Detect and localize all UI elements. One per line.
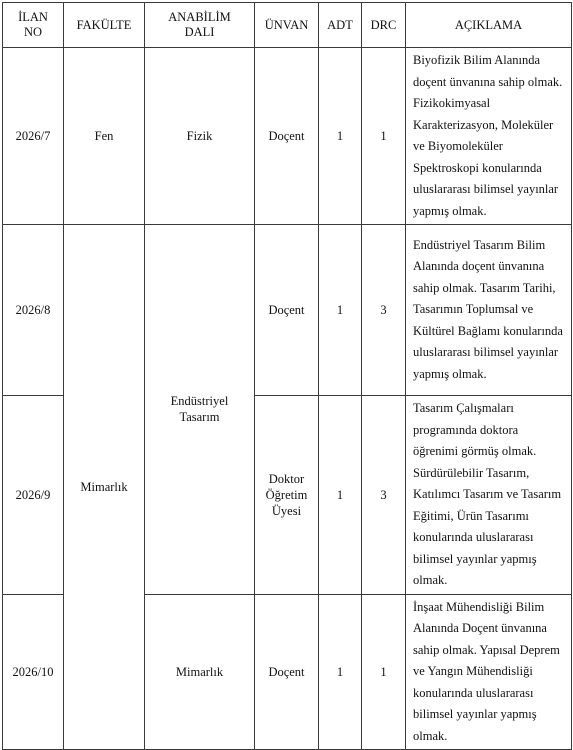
header-aciklama: AÇIKLAMA <box>406 3 572 48</box>
table-row <box>3 225 572 396</box>
ilan-no-cell: 2026/7 <box>3 48 64 225</box>
aciklama-cell: İnşaat Mühendisliği Bilim Alanında Doçent ünvanına sahip olmak. Yapısal Deprem ve Yangın Mühendisliği konularında uluslararası bilimsel yayınlar yapmış olmak. <box>406 594 572 750</box>
adt-cell: 1 <box>319 225 362 396</box>
adt-cell: 1 <box>319 396 362 595</box>
ilan-no-cell: 2026/9 <box>3 396 64 595</box>
aciklama-cell: Tasarım Çalışmaları programında doktora öğrenimi görmüş olmak. Sürdürülebilir Tasarım, Katılımcı Tasarım ve Tasarım Eğitimi, Ürün Tasarımı konularında uluslararası bilimsel yayınlar yapmış olmak. <box>406 396 572 595</box>
header-row <box>3 3 572 48</box>
unvan-cell: Doçent <box>255 594 319 750</box>
header-unvan: ÜNVAN <box>255 3 319 48</box>
anabilim-dali-cell: Endüstriyel Tasarım <box>145 225 255 595</box>
table-row <box>3 48 572 225</box>
aciklama-cell: Biyofizik Bilim Alanında doçent ünvanına sahip olmak. Fizikokimyasal Karakterizasyon, Moleküler ve Biyomoleküler Spektroskopi konularında uluslararası bilimsel yayınlar yapmış olmak. <box>406 48 572 225</box>
ilan-no-cell: 2026/8 <box>3 225 64 396</box>
header-fakulte: FAKÜLTE <box>64 3 145 48</box>
drc-cell: 3 <box>362 396 406 595</box>
anabilim-dali-cell: Mimarlık <box>145 594 255 750</box>
drc-cell: 1 <box>362 594 406 750</box>
unvan-cell: Doçent <box>255 48 319 225</box>
aciklama-cell: Endüstriyel Tasarım Bilim Alanında doçent ünvanına sahip olmak. Tasarım Tarihi, Tasarımın Toplumsal ve Kültürel Bağlamı konularında uluslararası bilimsel yayınlar yapmış olmak. <box>406 225 572 396</box>
announcement-table <box>2 2 572 750</box>
fakulte-cell: Mimarlık <box>64 225 145 750</box>
adt-cell: 1 <box>319 48 362 225</box>
header-ilan-no: İLAN NO <box>3 3 64 48</box>
header-anabilim-dali: ANABİLİM DALI <box>145 3 255 48</box>
header-drc: DRC <box>362 3 406 48</box>
drc-cell: 3 <box>362 225 406 396</box>
adt-cell: 1 <box>319 594 362 750</box>
fakulte-cell: Fen <box>64 48 145 225</box>
ilan-no-cell: 2026/10 <box>3 594 64 750</box>
drc-cell: 1 <box>362 48 406 225</box>
header-adt: ADT <box>319 3 362 48</box>
unvan-cell: Doçent <box>255 225 319 396</box>
unvan-cell: Doktor Öğretim Üyesi <box>255 396 319 595</box>
anabilim-dali-cell: Fizik <box>145 48 255 225</box>
